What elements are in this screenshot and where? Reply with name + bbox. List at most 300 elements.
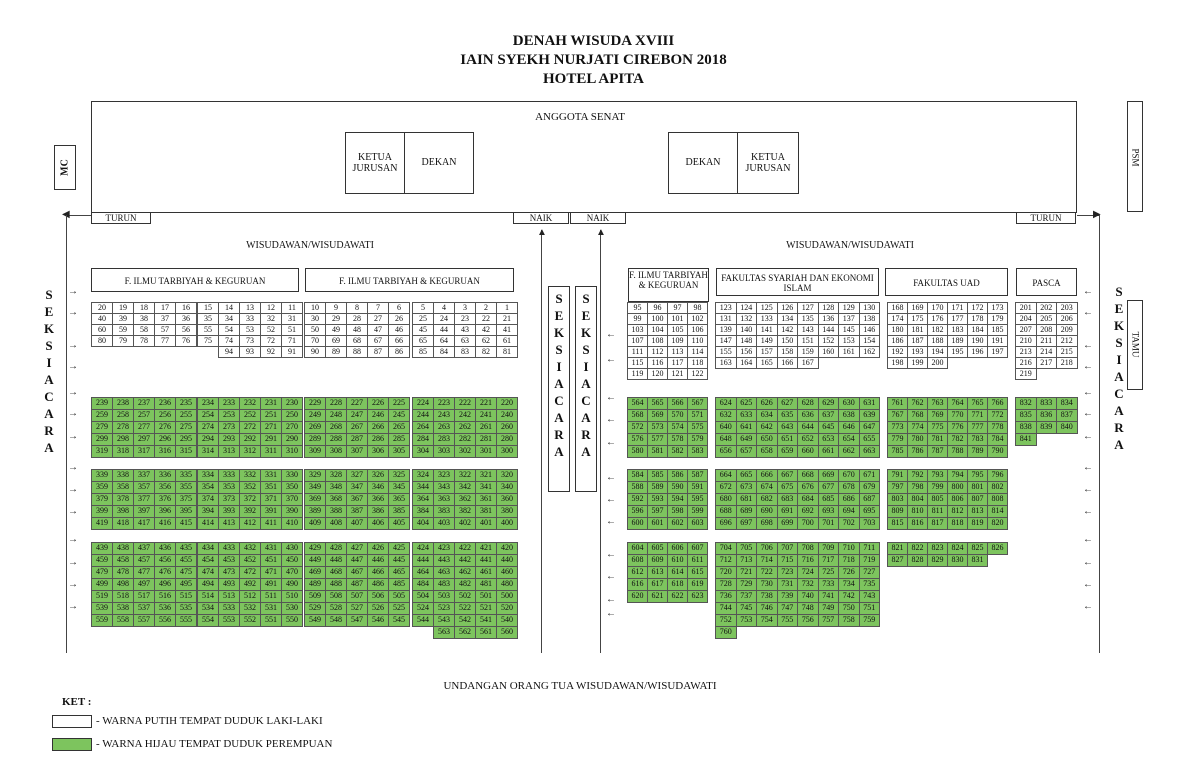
seat-block-g13 — [628, 470, 708, 530]
seat: 456 — [154, 554, 176, 567]
seat: 749 — [818, 602, 840, 615]
seat: 62 — [475, 335, 497, 347]
seksi-acara-left-text: SEKSI ACARA — [43, 287, 55, 455]
seat: 197 — [987, 346, 1008, 358]
seat: 494 — [197, 578, 219, 591]
seat: 738 — [756, 590, 778, 603]
seat: 490 — [281, 578, 303, 591]
seat: 652 — [797, 433, 819, 446]
seat: 341 — [475, 481, 497, 494]
seat: 376 — [154, 493, 176, 506]
seat: 34 — [218, 313, 240, 325]
seat: 128 — [818, 302, 840, 314]
seat: 504 — [412, 590, 434, 603]
seat: 274 — [197, 421, 219, 434]
legend-green-swatch — [52, 738, 92, 751]
seat: 787 — [927, 445, 948, 458]
empty-cell — [736, 626, 758, 639]
seat: 367 — [346, 493, 368, 506]
seat: 371 — [260, 493, 282, 506]
seat: 405 — [388, 517, 410, 530]
section-fsei: FAKULTAS SYARIAH DAN EKONOMI ISLAM — [716, 268, 879, 296]
seat: 176 — [927, 313, 948, 325]
seat: 594 — [667, 493, 688, 506]
seat: 596 — [627, 505, 648, 518]
seat: 98 — [687, 302, 708, 314]
seat-block-g22 — [888, 543, 1008, 567]
seat: 830 — [947, 554, 968, 567]
seat: 95 — [627, 302, 648, 314]
seat: 726 — [838, 566, 860, 579]
seat: 25 — [412, 313, 434, 325]
seat: 505 — [388, 590, 410, 603]
seat-block-w7 — [888, 303, 1008, 369]
seat: 324 — [412, 469, 434, 482]
seat: 228 — [325, 397, 347, 410]
seat: 240 — [496, 409, 518, 422]
seat-block-g5 — [628, 398, 708, 458]
arrow-right-icon: → — [68, 557, 78, 568]
seat: 788 — [947, 445, 968, 458]
seat: 452 — [239, 554, 261, 567]
seat: 310 — [281, 445, 303, 458]
seat: 388 — [325, 505, 347, 518]
seat: 290 — [281, 433, 303, 446]
seat: 69 — [325, 335, 347, 347]
seat: 33 — [239, 313, 261, 325]
seat: 344 — [412, 481, 434, 494]
seat: 106 — [687, 324, 708, 336]
seat: 227 — [346, 397, 368, 410]
seat-block-g12 — [413, 470, 518, 530]
seat: 627 — [777, 397, 799, 410]
seat: 650 — [756, 433, 778, 446]
seat: 400 — [496, 517, 518, 530]
seat: 815 — [887, 517, 908, 530]
psm-label: PSM — [1130, 148, 1141, 167]
seat: 780 — [907, 433, 928, 446]
seat: 32 — [260, 313, 282, 325]
seat: 648 — [715, 433, 737, 446]
seat: 608 — [627, 554, 648, 567]
seat: 838 — [1015, 421, 1037, 434]
seat: 119 — [627, 368, 648, 380]
seat: 418 — [112, 517, 134, 530]
seat: 80 — [91, 335, 113, 347]
seat: 401 — [475, 517, 497, 530]
seat: 670 — [838, 469, 860, 482]
seat: 89 — [325, 346, 347, 358]
seat: 302 — [454, 445, 476, 458]
seat: 281 — [475, 433, 497, 446]
seat: 363 — [433, 493, 455, 506]
seat: 663 — [859, 445, 881, 458]
seat-block-g2 — [198, 398, 303, 458]
seat: 581 — [647, 445, 668, 458]
seat: 205 — [1036, 313, 1058, 325]
seat: 476 — [154, 566, 176, 579]
seat: 604 — [627, 542, 648, 555]
seat: 737 — [736, 590, 758, 603]
seat: 9 — [325, 302, 347, 314]
seat: 354 — [197, 481, 219, 494]
seat: 813 — [967, 505, 988, 518]
seat: 522 — [454, 602, 476, 615]
seat: 575 — [687, 421, 708, 434]
seat: 441 — [475, 554, 497, 567]
seat: 515 — [175, 590, 197, 603]
seat-block-w1 — [92, 303, 197, 347]
seat: 745 — [736, 602, 758, 615]
seat: 369 — [304, 493, 326, 506]
arrow-left-icon: ← — [1083, 408, 1093, 419]
seat: 677 — [818, 481, 840, 494]
seat: 296 — [154, 433, 176, 446]
empty-cell — [818, 357, 840, 369]
seat: 438 — [112, 542, 134, 555]
arrow-right-icon: ▶ — [1093, 209, 1101, 220]
seat: 703 — [859, 517, 881, 530]
seat: 587 — [687, 469, 708, 482]
seat: 200 — [927, 357, 948, 369]
seat: 132 — [736, 313, 758, 325]
seat: 698 — [756, 517, 778, 530]
seat: 2 — [475, 302, 497, 314]
seat: 312 — [239, 445, 261, 458]
arrow-left-icon: ← — [1083, 307, 1093, 318]
seat: 375 — [175, 493, 197, 506]
seat: 278 — [112, 421, 134, 434]
seat: 430 — [281, 542, 303, 555]
seat: 414 — [197, 517, 219, 530]
seat: 84 — [433, 346, 455, 358]
seat: 116 — [647, 357, 668, 369]
seat: 148 — [736, 335, 758, 347]
legend-white-text: - WARNA PUTIH TEMPAT DUDUK LAKI-LAKI — [96, 715, 323, 727]
seat: 63 — [454, 335, 476, 347]
seat: 442 — [454, 554, 476, 567]
seat: 641 — [736, 421, 758, 434]
seat: 487 — [346, 578, 368, 591]
seat: 532 — [239, 602, 261, 615]
seat: 395 — [175, 505, 197, 518]
seat: 832 — [1015, 397, 1037, 410]
seat: 618 — [667, 578, 688, 591]
seat: 249 — [304, 409, 326, 422]
seat: 450 — [281, 554, 303, 567]
seat: 326 — [367, 469, 389, 482]
footer-label: UNDANGAN ORANG TUA WISUDAWAN/WISUDAWATI — [443, 680, 717, 692]
seat: 536 — [154, 602, 176, 615]
seat: 496 — [154, 578, 176, 591]
seat: 639 — [859, 409, 881, 422]
arrow-left-icon: ← — [1083, 361, 1093, 372]
seat: 804 — [907, 493, 928, 506]
seat: 184 — [967, 324, 988, 336]
seat: 572 — [627, 421, 648, 434]
seat: 779 — [887, 433, 908, 446]
seat: 167 — [797, 357, 819, 369]
seat: 635 — [777, 409, 799, 422]
seat: 35 — [197, 313, 219, 325]
empty-cell — [1056, 433, 1078, 446]
seat: 655 — [859, 433, 881, 446]
seat: 181 — [907, 324, 928, 336]
ketua-jurusan-left-label: KETUA JURUSAN — [352, 152, 398, 174]
seat: 601 — [647, 517, 668, 530]
seat: 253 — [218, 409, 240, 422]
seat: 81 — [496, 346, 518, 358]
seat: 44 — [433, 324, 455, 336]
seat: 129 — [838, 302, 860, 314]
seat: 530 — [281, 602, 303, 615]
seat: 245 — [388, 409, 410, 422]
seat: 766 — [987, 397, 1008, 410]
seat: 5 — [412, 302, 434, 314]
seat: 774 — [907, 421, 928, 434]
seat: 334 — [197, 469, 219, 482]
seat: 204 — [1015, 313, 1037, 325]
seat: 477 — [133, 566, 155, 579]
seat: 508 — [325, 590, 347, 603]
seat: 65 — [412, 335, 434, 347]
seat: 49 — [325, 324, 347, 336]
seat: 66 — [388, 335, 410, 347]
seat: 79 — [112, 335, 134, 347]
seat: 287 — [346, 433, 368, 446]
seat: 192 — [887, 346, 908, 358]
seat: 793 — [927, 469, 948, 482]
seat: 340 — [496, 481, 518, 494]
seat: 772 — [987, 409, 1008, 422]
arrow-left-icon: ← — [1083, 286, 1093, 297]
seat: 169 — [907, 302, 928, 314]
seat: 127 — [797, 302, 819, 314]
seat: 491 — [260, 578, 282, 591]
seat: 368 — [325, 493, 347, 506]
seat: 365 — [388, 493, 410, 506]
tamu-label: TAMU — [1130, 331, 1141, 358]
seat-block-w3 — [305, 303, 410, 358]
seat: 751 — [859, 602, 881, 615]
seat: 146 — [859, 324, 881, 336]
empty-cell — [838, 357, 860, 369]
seat: 20 — [91, 302, 113, 314]
seat: 465 — [388, 566, 410, 579]
seat: 835 — [1015, 409, 1037, 422]
seat: 410 — [281, 517, 303, 530]
seat: 190 — [967, 335, 988, 347]
seat: 322 — [454, 469, 476, 482]
arrow-left-icon: ← — [1083, 387, 1093, 398]
seat: 214 — [1036, 346, 1058, 358]
seat: 21 — [496, 313, 518, 325]
seat: 299 — [91, 433, 113, 446]
arrow-right-icon: → — [68, 431, 78, 442]
seat: 757 — [818, 614, 840, 627]
seat: 268 — [325, 421, 347, 434]
seat: 60 — [91, 324, 113, 336]
seat: 512 — [239, 590, 261, 603]
seat: 391 — [260, 505, 282, 518]
seat: 528 — [325, 602, 347, 615]
seat: 87 — [367, 346, 389, 358]
seat: 175 — [907, 313, 928, 325]
seat: 753 — [736, 614, 758, 627]
seat: 533 — [218, 602, 240, 615]
seat: 70 — [304, 335, 326, 347]
seat: 682 — [756, 493, 778, 506]
seat: 284 — [412, 433, 434, 446]
seat: 451 — [260, 554, 282, 567]
seat: 361 — [475, 493, 497, 506]
seat: 447 — [346, 554, 368, 567]
seat: 706 — [756, 542, 778, 555]
naik-right: NAIK — [570, 212, 626, 224]
seat: 555 — [175, 614, 197, 627]
seat: 503 — [433, 590, 455, 603]
seat: 517 — [133, 590, 155, 603]
seat: 739 — [777, 590, 799, 603]
seat: 187 — [907, 335, 928, 347]
seat: 328 — [325, 469, 347, 482]
seat: 427 — [346, 542, 368, 555]
seat: 402 — [454, 517, 476, 530]
seat: 155 — [715, 346, 737, 358]
seat: 716 — [797, 554, 819, 567]
seat: 691 — [777, 505, 799, 518]
seat: 460 — [496, 566, 518, 579]
seat: 113 — [667, 346, 688, 358]
seat: 397 — [133, 505, 155, 518]
arrow-right-icon: → — [68, 462, 78, 473]
mc-label: MC — [59, 159, 71, 176]
title-line-2: IAIN SYEKH NURJATI CIREBON 2018 — [460, 52, 727, 68]
arrow-right-icon: → — [68, 579, 78, 590]
seat: 684 — [797, 493, 819, 506]
seat: 114 — [687, 346, 708, 358]
seat: 248 — [325, 409, 347, 422]
seat: 345 — [388, 481, 410, 494]
seat: 220 — [496, 397, 518, 410]
seat: 327 — [346, 469, 368, 482]
seat: 808 — [987, 493, 1008, 506]
seat: 145 — [838, 324, 860, 336]
seat: 802 — [987, 481, 1008, 494]
dekan-left-label: DEKAN — [421, 157, 457, 168]
seksi-acara-center-left-label — [548, 290, 570, 460]
seat-block-g16 — [92, 543, 197, 627]
seat: 764 — [947, 397, 968, 410]
seat: 12 — [260, 302, 282, 314]
seat: 107 — [627, 335, 648, 347]
seat: 549 — [304, 614, 326, 627]
seat: 308 — [325, 445, 347, 458]
wisudawan-right-label: WISUDAWAN/WISUDAWATI — [786, 240, 914, 251]
seat: 319 — [91, 445, 113, 458]
seat: 406 — [367, 517, 389, 530]
seat: 264 — [412, 421, 434, 434]
seat: 687 — [859, 493, 881, 506]
seat-block-g10 — [198, 470, 303, 530]
seat: 592 — [627, 493, 648, 506]
seat: 661 — [818, 445, 840, 458]
seat: 466 — [367, 566, 389, 579]
seat: 242 — [454, 409, 476, 422]
seat: 725 — [818, 566, 840, 579]
seat: 318 — [112, 445, 134, 458]
seat: 45 — [412, 324, 434, 336]
seat: 394 — [197, 505, 219, 518]
seat: 732 — [797, 578, 819, 591]
seat: 393 — [218, 505, 240, 518]
seat: 435 — [175, 542, 197, 555]
seat: 603 — [687, 517, 708, 530]
dekan-right-label: DEKAN — [685, 157, 721, 168]
seat: 315 — [175, 445, 197, 458]
seat: 237 — [133, 397, 155, 410]
seat: 523 — [433, 602, 455, 615]
seat: 542 — [454, 614, 476, 627]
arrow-right-icon: → — [68, 307, 78, 318]
seat: 411 — [260, 517, 282, 530]
seat: 669 — [818, 469, 840, 482]
seat: 571 — [687, 409, 708, 422]
seat: 177 — [947, 313, 968, 325]
seat: 520 — [496, 602, 518, 615]
arrow-right-icon: → — [68, 601, 78, 612]
seksi-acara-center-right-label — [575, 290, 597, 460]
seat: 185 — [987, 324, 1008, 336]
seat: 459 — [91, 554, 113, 567]
seat: 544 — [412, 614, 434, 627]
seat: 799 — [927, 481, 948, 494]
seat: 741 — [818, 590, 840, 603]
seat: 283 — [433, 433, 455, 446]
seat-block-g3 — [305, 398, 410, 458]
seat: 426 — [367, 542, 389, 555]
seat: 292 — [239, 433, 261, 446]
seat: 140 — [736, 324, 758, 336]
seat: 223 — [433, 397, 455, 410]
seat: 356 — [154, 481, 176, 494]
seat: 408 — [325, 517, 347, 530]
seat: 646 — [838, 421, 860, 434]
seat: 538 — [112, 602, 134, 615]
seat-block-g1 — [92, 398, 197, 458]
seat: 136 — [818, 313, 840, 325]
seat: 251 — [260, 409, 282, 422]
empty-cell — [1036, 368, 1058, 380]
seat: 814 — [987, 505, 1008, 518]
seat: 277 — [133, 421, 155, 434]
seat-block-w2 — [198, 303, 303, 358]
seat: 42 — [475, 324, 497, 336]
seat: 347 — [346, 481, 368, 494]
seat: 335 — [175, 469, 197, 482]
seat: 748 — [797, 602, 819, 615]
seat: 501 — [475, 590, 497, 603]
legend-title: KET : — [62, 696, 92, 708]
seat: 230 — [281, 397, 303, 410]
seat: 30 — [304, 313, 326, 325]
legend-white-swatch — [52, 715, 92, 728]
seat: 196 — [967, 346, 988, 358]
seat: 468 — [325, 566, 347, 579]
seat: 823 — [927, 542, 948, 555]
seat: 381 — [475, 505, 497, 518]
seat: 313 — [218, 445, 240, 458]
